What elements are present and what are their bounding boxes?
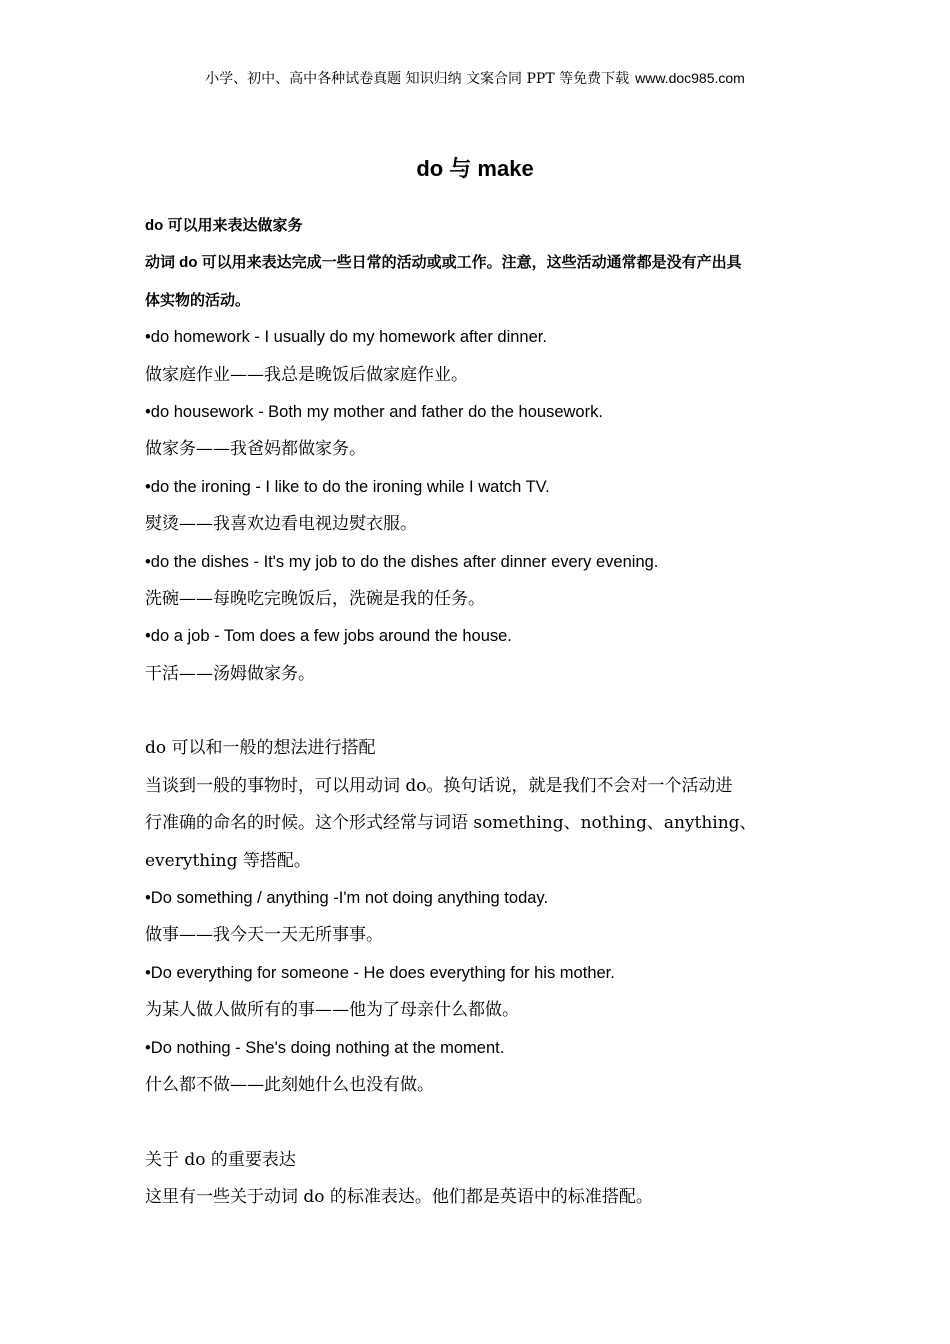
header-site: www.doc985.com — [635, 70, 745, 86]
example-cn: 做家庭作业——我总是晚饭后做家庭作业。 — [145, 364, 468, 385]
paragraph-gap — [145, 1104, 810, 1141]
example-en: •do homework - I usually do my homework after dinner. — [145, 328, 547, 347]
section3-heading: 关于 do 的重要表达 — [145, 1149, 296, 1170]
example-cn: 做家务——我爸妈都做家务。 — [145, 439, 366, 460]
example-cn: 为某人做人做所有的事——他为了母亲什么都做。 — [145, 1000, 519, 1021]
document-title: do 与 make — [416, 156, 534, 181]
example-en: •do housework - Both my mother and father do the housework. — [145, 402, 603, 421]
example-cn: 做事——我今天一天无所事事。 — [145, 925, 383, 946]
example-en: •Do nothing - She's doing nothing at the moment. — [145, 1038, 505, 1057]
section2-intro-line3: everything 等搭配。 — [145, 850, 311, 871]
example-en: •Do something / anything -I'm not doing anything today. — [145, 889, 549, 908]
example-en: •Do everything for someone - He does everything for his mother. — [145, 963, 615, 982]
example-cn: 干活——汤姆做家务。 — [145, 663, 315, 684]
section1-heading: do 可以用来表达做家务 — [145, 217, 303, 234]
example-cn: 熨烫——我喜欢边看电视边熨衣服。 — [145, 514, 417, 535]
document-body — [145, 207, 810, 1217]
example-en: •do the ironing - I like to do the ironing while I watch TV. — [145, 477, 550, 496]
example-cn: 洗碗——每晚吃完晚饭后，洗碗是我的任务。 — [145, 588, 485, 609]
section2-heading: do 可以和一般的想法进行搭配 — [145, 738, 376, 759]
section3-intro-line1: 这里有一些关于动词 do 的标准表达。他们都是英语中的标准搭配。 — [145, 1187, 653, 1208]
example-en: •do a job - Tom does a few jobs around the house. — [145, 627, 512, 646]
header-text: 小学、初中、高中各种试卷真题 知识归纳 文案合同 PPT 等免费下载 — [205, 71, 630, 87]
section2-intro-line2: 行准确的命名的时候。这个形式经常与词语 something、nothing、anything、 — [145, 813, 757, 834]
example-cn: 什么都不做——此刻她什么也没有做。 — [145, 1074, 434, 1095]
section2-intro-line1: 当谈到一般的事物时，可以用动词 do。换句话说，就是我们不会对一个活动进 — [145, 775, 733, 796]
page-header — [0, 68, 950, 89]
paragraph-gap — [145, 693, 810, 730]
example-en: •do the dishes - It's my job to do the dishes after dinner every evening. — [145, 552, 659, 571]
section1-intro-line2: 体实物的活动。 — [145, 291, 251, 309]
section1-intro-line1: 动词 do 可以用来表达完成一些日常的活动或或工作。注意，这些活动通常都是没有产出具 — [145, 254, 742, 272]
